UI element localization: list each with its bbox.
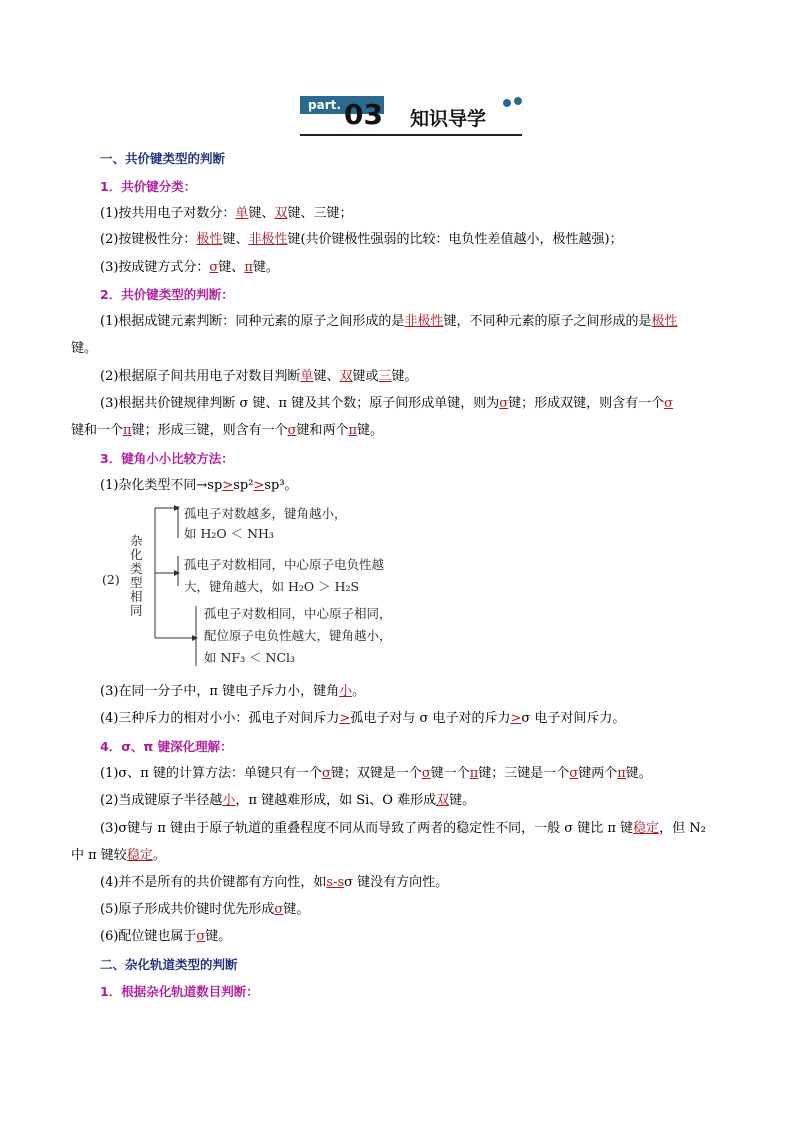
paragraph-1-3-1: (1)杂化类型不同→sp>sp²>sp³。 (100, 478, 298, 493)
paragraph-1-1-3: (3)按成键方式分：σ键、π键。 (100, 260, 279, 275)
banner-part-tag: part. (300, 96, 384, 114)
subheading-1-1: 1．共价键分类： (100, 179, 197, 194)
diagram-branch2-line2: 大，键角越大，如 H₂O ＞ H₂S (184, 579, 360, 594)
paragraph-1-3-3: (3)在同一分子中，π 键电子斥力小，键角小。 (100, 684, 366, 699)
paragraph-1-4-2: (2)当成键原子半径越小，π 键越难形成，如 Si、O 难形成双键。 (100, 793, 476, 808)
subheading-1-2: 2．共价键类型的判断： (100, 287, 234, 302)
paragraph-1-1-2: (2)按键极性分：极性键、非极性键(共价键极性强弱的比较：电负性差值越小，极性越强)； (100, 232, 623, 247)
diagram-branch3-line1: 孤电子对数相同，中心原子相同， (204, 606, 392, 621)
paragraph-1-4-5: (5)原子形成共价键时优先形成σ键。 (100, 902, 310, 917)
diagram-branch3-line2: 配位原子电负性越大，键角越小， (204, 628, 392, 643)
banner-rule (300, 134, 522, 136)
subheading-1-3: 3．键角小小比较方法： (100, 451, 234, 466)
diagram-branch1-line2: 如 H₂O ＜ NH₃ (184, 526, 274, 541)
diagram-vertical-label: 杂化类型相同 (130, 533, 143, 618)
bond-angle-diagram (100, 502, 430, 672)
paragraph-1-3-4: (4)三种斥力的相对小小：孤电子对间斥力>孤电子对与 σ 电子对的斥力>σ 电子对间斥力。 (100, 711, 626, 726)
paragraph-1-2-1: (1)根据成键元素判断：同种元素的原子之间形成的是非极性键，不同种元素的原子之间形成的是极性 (100, 314, 678, 329)
paragraph-1-4-4: (4)并不是所有的共价键都有方向性，如s-sσ 键没有方向性。 (100, 875, 449, 890)
section-heading-1: 一、共价键类型的判断 (100, 151, 226, 166)
paragraph-1-2-3: (3)根据共价键规律判断 σ 键、π 键及其个数；原子间形成单键，则为σ键；形成双键，则含有一个σ (100, 396, 673, 411)
section-heading-2: 二、杂化轨道类型的判断 (100, 957, 238, 972)
diagram-branch1-line1: 孤电子对数越多，键角越小， (184, 506, 347, 521)
subheading-2-1: 1．根据杂化轨道数目判断： (100, 984, 259, 999)
paragraph-1-4-6: (6)配位键也属于σ键。 (100, 929, 232, 944)
paragraph-1-4-3-cont: 中 π 键较稳定。 (71, 848, 166, 863)
section-banner (300, 96, 524, 138)
diagram-label: (2) (102, 572, 120, 587)
subheading-1-4: 4．σ、π 键深化理解： (100, 739, 233, 754)
paragraph-1-2-1-cont: 键。 (71, 341, 98, 356)
banner-title: 知识导学 (410, 108, 487, 130)
diagram-branch3-line3: 如 NF₃ ＜ NCl₃ (204, 650, 296, 665)
banner-number: 03 (344, 98, 383, 131)
paragraph-1-4-3: (3)σ键与 π 键由于原子轨道的重叠程度不同从而导致了两者的稳定性不同，一般 σ 键比 π 键稳定，但 N₂ (100, 821, 706, 836)
paragraph-1-2-3-cont: 键和一个π键；形成三键，则含有一个σ键和两个π键。 (71, 423, 384, 438)
decorative-dots-icon (502, 96, 524, 108)
paragraph-1-1-1: (1)按共用电子对数分：单键、双键、三键； (100, 206, 353, 221)
diagram-branch2-line1: 孤电子对数相同，中心原子电负性越 (184, 557, 385, 572)
paragraph-1-4-1: (1)σ、π 键的计算方法：单键只有一个σ键；双键是一个σ键一个π键；三键是一个σ键两个π键。 (100, 766, 652, 781)
paragraph-1-2-2: (2)根据原子间共用电子对数目判断单键、双键或三键。 (100, 369, 418, 384)
